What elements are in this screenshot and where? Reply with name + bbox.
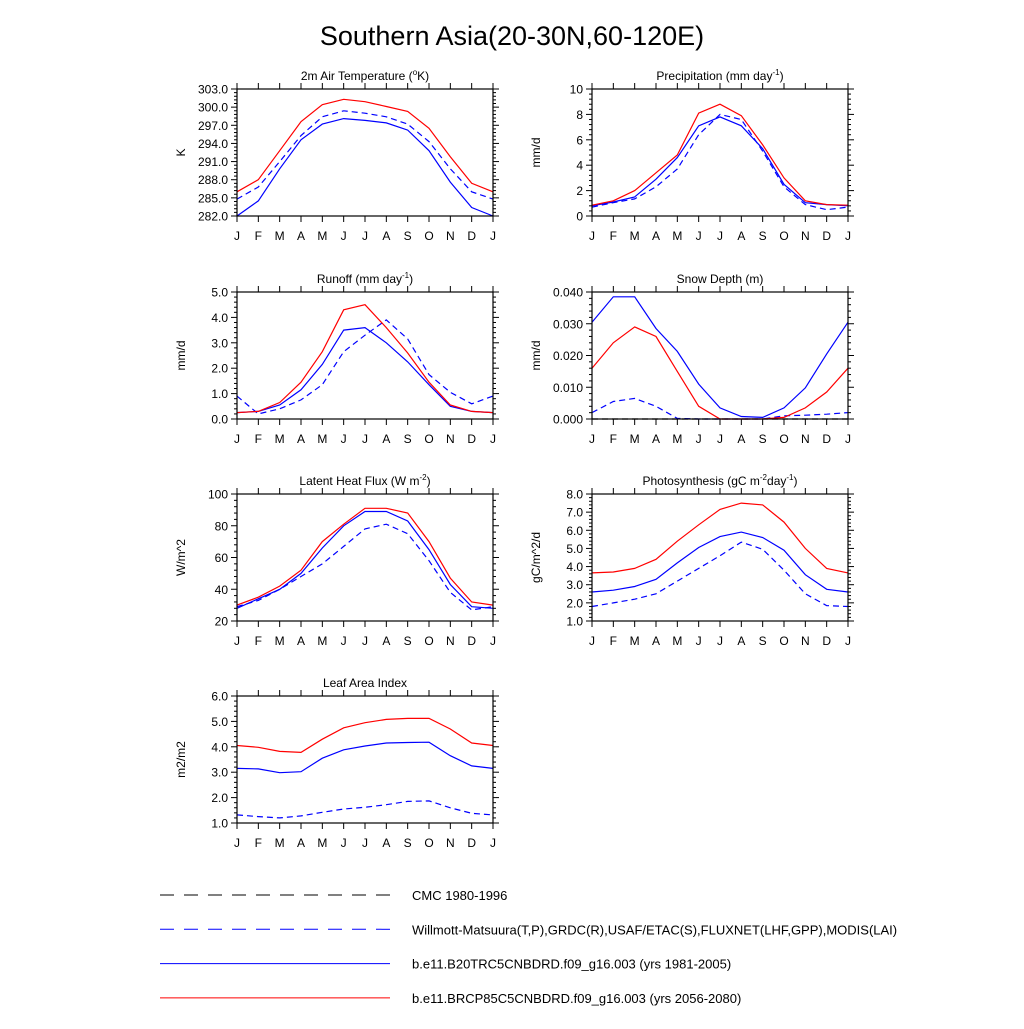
x-tick-label: F: [254, 432, 263, 446]
panel-6: [529, 473, 854, 648]
x-tick-label: N: [445, 634, 455, 648]
title-superscript: -2: [419, 473, 427, 482]
x-tick-label: J: [490, 229, 496, 243]
x-tick-label: J: [717, 229, 723, 243]
y-tick-label: 10: [569, 82, 583, 97]
y-tick-label: 1.0: [211, 387, 228, 402]
title-segment: Snow Depth (m): [676, 272, 764, 286]
legend-label: b.e11.B20TRC5CNBDRD.f09_g16.003 (yrs 1981-2005): [412, 956, 732, 972]
x-tick-label: M: [629, 634, 640, 648]
x-tick-label: M: [629, 229, 640, 243]
x-tick-label: J: [340, 229, 347, 243]
x-tick-label: F: [254, 836, 263, 850]
plot-frame: [592, 292, 848, 419]
x-tick-label: J: [695, 229, 702, 243]
series-line-future: [237, 305, 493, 413]
y-tick-label: 303.0: [197, 82, 228, 97]
series-line-obs: [592, 398, 848, 419]
x-tick-label: M: [274, 836, 285, 850]
y-tick-label: 0.010: [552, 380, 583, 395]
y-axis-label: K: [174, 148, 188, 157]
y-axis-label: W/m^2: [174, 539, 188, 576]
x-tick-label: M: [274, 634, 285, 648]
x-tick-label: M: [317, 634, 328, 648]
title-segment: Photosynthesis (gC m: [642, 474, 760, 488]
panel-3: [174, 271, 499, 446]
y-tick-label: 288.0: [197, 173, 228, 188]
series-line-obs: [237, 320, 493, 414]
x-tick-label: N: [800, 229, 810, 243]
panel-title: [323, 676, 407, 690]
y-tick-label: 294.0: [197, 136, 228, 151]
x-tick-label: M: [629, 432, 640, 446]
panel-title: [656, 68, 783, 83]
series-line-obs: [237, 801, 493, 818]
y-tick-label: 4.0: [566, 560, 583, 575]
x-tick-label: M: [672, 432, 683, 446]
y-tick-label: 0: [576, 209, 583, 224]
y-tick-label: 0.020: [552, 349, 583, 363]
panel-7: [174, 676, 499, 850]
x-tick-label: D: [467, 836, 477, 850]
title-segment: K): [417, 69, 430, 83]
y-tick-label: 2: [576, 184, 583, 199]
legend-label: CMC 1980-1996: [412, 888, 508, 903]
x-tick-label: A: [737, 229, 746, 243]
title-superscript: -1: [786, 473, 794, 482]
x-tick-label: M: [317, 432, 328, 446]
x-tick-label: J: [589, 634, 595, 648]
y-tick-label: 282.0: [197, 209, 228, 224]
y-tick-label: 0.030: [552, 317, 583, 332]
panel-title: [317, 271, 413, 286]
plot-frame: [592, 494, 848, 621]
legend-label: Willmott-Matsuura(T,P),GRDC(R),USAF/ETAC(S),FLUXNET(LHF,GPP),MODIS(LAI): [412, 922, 898, 938]
x-tick-label: A: [382, 432, 391, 446]
x-tick-label: A: [737, 634, 746, 648]
y-tick-label: 1.0: [566, 614, 583, 629]
x-tick-label: N: [800, 432, 810, 446]
x-tick-label: M: [317, 229, 328, 243]
y-tick-label: 300.0: [197, 100, 228, 115]
x-tick-label: M: [317, 836, 328, 850]
x-tick-label: A: [382, 634, 391, 648]
x-tick-label: M: [672, 634, 683, 648]
x-tick-label: A: [382, 836, 391, 850]
x-tick-label: N: [800, 634, 810, 648]
x-tick-label: F: [609, 229, 618, 243]
x-tick-label: J: [234, 634, 240, 648]
title-superscript: -2: [759, 473, 768, 482]
title-segment: Precipitation (mm day: [656, 69, 773, 83]
title-segment: 2m Air Temperature (: [300, 69, 413, 83]
x-tick-label: O: [424, 229, 434, 243]
title-superscript: -1: [772, 68, 780, 77]
x-tick-label: J: [695, 634, 702, 648]
y-tick-label: 2.0: [211, 791, 228, 806]
y-tick-label: 6.0: [566, 523, 583, 538]
y-tick-label: 4.0: [211, 740, 228, 755]
y-axis-label: mm/d: [529, 137, 543, 168]
legend: [160, 888, 897, 1006]
x-tick-label: D: [822, 229, 832, 243]
x-tick-label: S: [758, 432, 767, 446]
y-axis-label: gC/m^2/d: [529, 532, 543, 583]
plot-frame: [237, 89, 493, 216]
y-axis-label: mm/d: [174, 340, 188, 371]
series-line-future: [592, 503, 848, 573]
x-tick-label: A: [296, 634, 306, 648]
x-tick-label: J: [234, 432, 240, 446]
y-axis-label: mm/d: [529, 340, 543, 371]
series-line-hist: [237, 512, 493, 609]
x-tick-label: A: [382, 229, 391, 243]
x-tick-label: J: [845, 432, 851, 446]
panel-title: [299, 473, 430, 488]
panel-2: [529, 68, 854, 243]
panel-5: [174, 473, 499, 648]
panel-title: [301, 68, 429, 83]
x-tick-label: S: [758, 634, 767, 648]
x-tick-label: M: [274, 432, 285, 446]
y-tick-label: 4: [576, 158, 583, 173]
title-segment: Runoff (mm day: [316, 272, 403, 286]
x-tick-label: J: [490, 836, 496, 850]
x-tick-label: J: [362, 634, 368, 648]
x-tick-label: S: [403, 836, 412, 850]
x-tick-label: J: [589, 432, 595, 446]
x-tick-label: J: [490, 634, 496, 648]
x-tick-label: J: [234, 836, 240, 850]
x-tick-label: N: [445, 836, 455, 850]
panel-1: [174, 68, 499, 243]
y-tick-label: 5.0: [211, 714, 228, 729]
y-tick-label: 4.0: [211, 310, 228, 325]
x-tick-label: A: [296, 836, 306, 850]
x-tick-label: O: [424, 634, 434, 648]
series-line-future: [592, 327, 848, 419]
x-tick-label: F: [254, 229, 263, 243]
title-segment: Latent Heat Flux (W m: [299, 474, 420, 488]
x-tick-label: F: [609, 432, 618, 446]
y-tick-label: 0.0: [211, 412, 228, 427]
x-tick-label: O: [424, 836, 434, 850]
y-tick-label: 3.0: [566, 578, 583, 593]
y-tick-label: 0.000: [552, 412, 583, 427]
title-segment: ): [409, 272, 414, 286]
x-tick-label: A: [651, 634, 661, 648]
x-tick-label: J: [845, 634, 851, 648]
x-tick-label: M: [672, 229, 683, 243]
x-tick-label: O: [424, 432, 434, 446]
plot-frame: [237, 696, 493, 823]
y-tick-label: 6.0: [211, 689, 228, 704]
x-tick-label: D: [822, 634, 832, 648]
x-tick-label: O: [779, 634, 789, 648]
title-segment: ): [793, 474, 798, 488]
x-tick-label: A: [651, 432, 661, 446]
y-tick-label: 0.040: [552, 285, 583, 300]
x-tick-label: D: [467, 229, 477, 243]
y-tick-label: 40: [214, 582, 228, 597]
y-axis-label: m2/m2: [174, 741, 188, 778]
figure-title: Southern Asia(20-30N,60-120E): [319, 21, 705, 51]
x-tick-label: A: [296, 229, 306, 243]
x-tick-label: J: [717, 634, 723, 648]
y-tick-label: 5.0: [211, 285, 228, 300]
x-tick-label: A: [737, 432, 746, 446]
title-segment: day: [767, 474, 787, 488]
x-tick-label: O: [779, 229, 789, 243]
title-superscript: -1: [402, 271, 410, 280]
series-line-hist: [237, 742, 493, 773]
legend-label: b.e11.BRCP85C5CNBDRD.f09_g16.003 (yrs 2056-2080): [412, 990, 742, 1006]
title-superscript: o: [412, 68, 418, 77]
series-line-future: [237, 718, 493, 752]
x-tick-label: J: [717, 432, 723, 446]
plot-frame: [237, 494, 493, 621]
y-tick-label: 3.0: [211, 765, 228, 780]
x-tick-label: S: [758, 229, 767, 243]
x-tick-label: J: [340, 432, 347, 446]
x-tick-label: J: [234, 229, 240, 243]
x-tick-label: J: [362, 836, 368, 850]
x-tick-label: N: [445, 229, 455, 243]
plot-frame: [237, 292, 493, 419]
x-tick-label: S: [403, 634, 412, 648]
y-tick-label: 1.0: [211, 816, 228, 831]
x-tick-label: J: [340, 634, 347, 648]
x-tick-label: J: [362, 432, 368, 446]
x-tick-label: O: [779, 432, 789, 446]
panel-title: [643, 473, 798, 488]
y-tick-label: 5.0: [566, 541, 583, 556]
y-tick-label: 100: [207, 487, 228, 502]
panel-title: [677, 272, 764, 286]
series-line-hist: [237, 328, 493, 413]
x-tick-label: A: [651, 229, 661, 243]
x-tick-label: N: [445, 432, 455, 446]
x-tick-label: J: [340, 836, 347, 850]
x-tick-label: S: [403, 432, 412, 446]
x-tick-label: J: [490, 432, 496, 446]
x-tick-label: J: [362, 229, 368, 243]
y-tick-label: 2.0: [211, 361, 228, 376]
y-tick-label: 8: [576, 107, 583, 122]
x-tick-label: D: [467, 634, 477, 648]
y-tick-label: 2.0: [566, 596, 583, 611]
y-tick-label: 3.0: [211, 336, 228, 351]
y-tick-label: 297.0: [197, 118, 228, 133]
y-tick-label: 60: [214, 551, 228, 565]
x-tick-label: A: [296, 432, 306, 446]
series-line-obs: [237, 524, 493, 610]
title-segment: ): [779, 69, 784, 83]
series-line-obs: [237, 111, 493, 199]
x-tick-label: F: [609, 634, 618, 648]
y-tick-label: 285.0: [197, 191, 228, 206]
x-tick-label: J: [695, 432, 702, 446]
series-line-obs: [592, 114, 848, 209]
y-tick-label: 7.0: [566, 505, 583, 520]
x-tick-label: J: [845, 229, 851, 243]
title-segment: ): [426, 474, 431, 488]
y-tick-label: 80: [214, 519, 228, 534]
y-tick-label: 20: [214, 614, 228, 629]
series-line-future: [592, 104, 848, 205]
series-line-hist: [592, 532, 848, 592]
y-tick-label: 6: [576, 133, 583, 148]
x-tick-label: J: [589, 229, 595, 243]
title-segment: Leaf Area Index: [322, 676, 408, 690]
x-tick-label: S: [403, 229, 412, 243]
y-tick-label: 8.0: [566, 487, 583, 502]
plot-frame: [592, 89, 848, 216]
panel-4: [529, 272, 854, 446]
x-tick-label: D: [467, 432, 477, 446]
y-tick-label: 291.0: [197, 155, 228, 170]
x-tick-label: D: [822, 432, 832, 446]
x-tick-label: M: [274, 229, 285, 243]
x-tick-label: F: [254, 634, 263, 648]
